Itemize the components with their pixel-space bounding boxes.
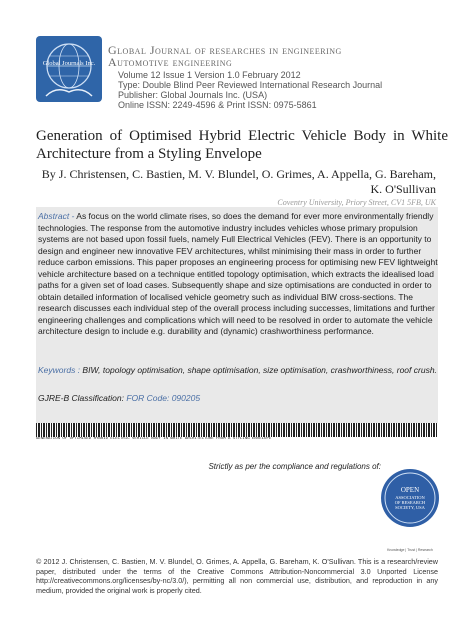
- journal-type: Type: Double Blind Peer Reviewed International Research Journal: [118, 80, 383, 90]
- logo-text: Global Journals Inc.: [42, 60, 96, 67]
- journal-volume: Volume 12 Issue 1 Version 1.0 February 2012: [118, 70, 301, 80]
- seal-icon: [380, 468, 440, 528]
- barcode-text: GENERATION OF OPTIMISED HYBRID ELECTRIC VEHICLE BODY IN WHITE ARCHITECTURE FROM A STYLING ENVELOPE: [36, 437, 272, 441]
- seal-text-4: SOCIETY, USA: [395, 505, 425, 510]
- paper-title: Generation of Optimised Hybrid Electric Vehicle Body in White Architecture from a Styling Envelope: [36, 128, 448, 162]
- journal-meta: [118, 70, 382, 110]
- compliance-note: Strictly as per the compliance and regulations of:: [208, 462, 381, 471]
- open-association-seal: [380, 468, 440, 528]
- journal-logo: [36, 36, 102, 102]
- journal-publisher: Publisher: Global Journals Inc. (USA): [118, 90, 268, 100]
- seal-text-3: OF RESEARCH: [394, 500, 426, 505]
- authors-list: J. Christensen, C. Bastien, M. V. Blundel, O. Grimes, A. Appella, G. Bareham, K. O'Sullivan: [58, 167, 436, 196]
- seal-text-1: OPEN: [400, 486, 420, 494]
- keywords-text: BIW, topology optimisation, shape optimisation, size optimisation, crashworthiness, roof crush.: [82, 365, 437, 375]
- journal-title: [108, 44, 342, 68]
- affiliation: Coventry University, Priory Street, CV1 5FB, UK: [277, 198, 436, 207]
- abstract-label: Abstract -: [38, 211, 75, 221]
- authors-block: [36, 167, 436, 197]
- classification: [38, 393, 438, 404]
- globe-icon: [36, 36, 102, 102]
- barcode: [36, 423, 438, 437]
- journal-title-line2: Automotive engineering: [108, 55, 233, 69]
- seal-text-2: ASSOCIATION: [395, 495, 425, 500]
- journal-title-line1: Global Journal of researches in engineering: [108, 43, 342, 57]
- keywords: [38, 365, 438, 377]
- copyright-notice: © 2012 J. Christensen, C. Bastien, M. V. Blundel, O. Grimes, A. Appella, G. Bareham, K. O'Sullivan. This is a research/review paper, distributed under the terms of the Creative Commons Attribution-Noncommercial 3.0 Unported License http://creativecommons.org/licenses/by-nc/3.0/), permitting all non commercial use, distribution, and reproduction in any medium, provided the original work is properly cited.: [36, 557, 438, 595]
- seal-caption: Knowledge | Trust | Research: [387, 548, 433, 552]
- authors-prefix: By: [41, 167, 56, 181]
- classification-code: FOR Code: 090205: [126, 393, 201, 403]
- abstract: [38, 211, 438, 338]
- journal-issn: Online ISSN: 2249-4596 & Print ISSN: 0975-5861: [118, 100, 317, 110]
- keywords-label: Keywords :: [38, 365, 81, 375]
- abstract-text: As focus on the world climate rises, so does the demand for ever more environmentally friendly technologies. The response from the automotive industry includes vehicles whose primary propulsion systems are not based upon fossil fuels, namely Full Electrical Vehicles (FEV). There is an opportunity to design and engineer new innovative FEV architectures, whilst minimising their mass in order to further reduce carbon emissions. This paper proposes an engineering process for optimising new FEV lightweight vehicle architecture based on a technique entitled topology optimisation, which extracts the idealised load paths for a given set of load cases. Subsequently shape and size optimisations are conducted in order to obtain detailed information of localised vehicle geometry such as individual BIW cross-sections. The research discusses each individual step of the overall process including successes, limitations and further engineering challenges and complications which will need to be resolved in order to automate the vehicle architecture design to include e.g. durability and (dynamic) crashworthiness performance.: [38, 211, 438, 336]
- classification-label: GJRE-B Classification:: [38, 393, 124, 403]
